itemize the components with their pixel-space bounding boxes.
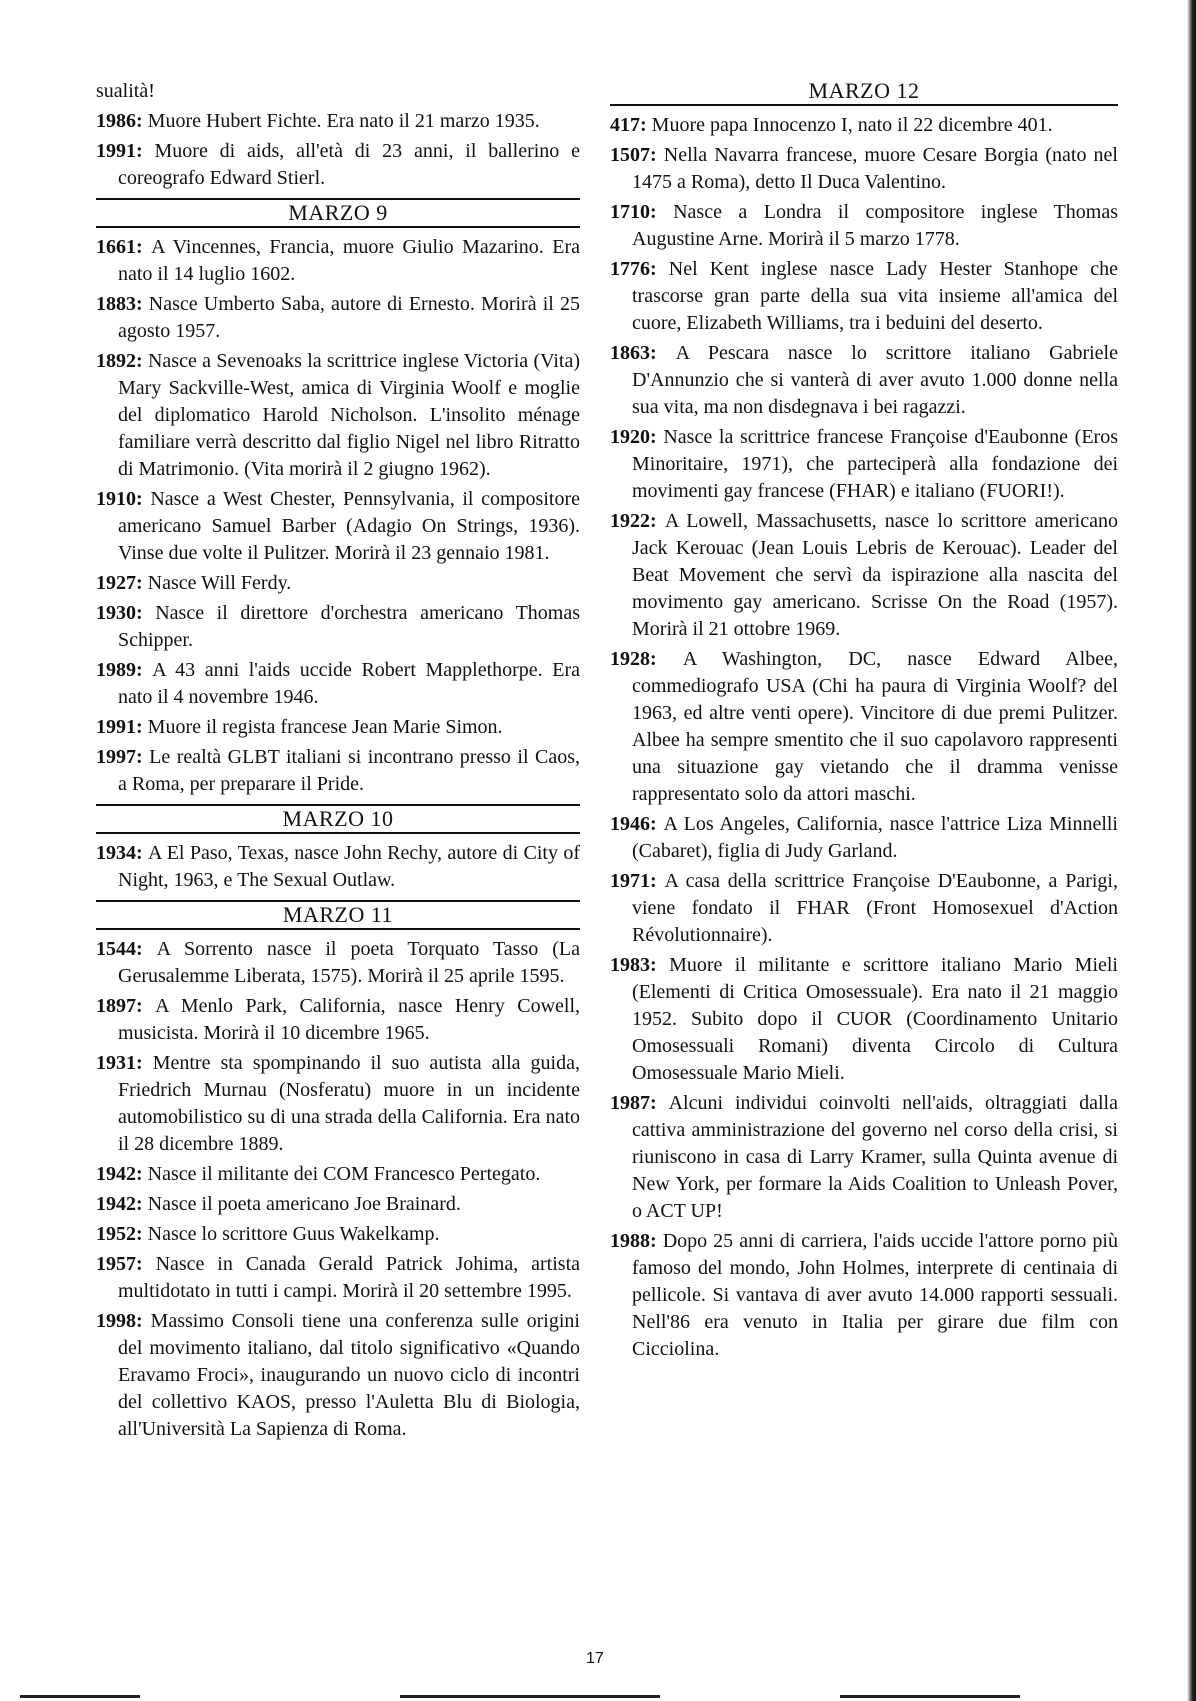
section-heading: MARZO 9 — [96, 198, 580, 228]
entry-year: 1776 — [610, 258, 650, 280]
list-item: 1928: A Washington, DC, nasce Edward Albee, commediografo USA (Chi ha paura di Virginia Woolf? del 1963, ed altre venti opere). Vincitore di due premi Pulitzer. Albee ha sempre smentito che il suo capolavoro rappresenti una situazione gay vietando che il dramma venisse rappresentato solo da attori maschi. — [610, 648, 1118, 805]
entry-year: 1983 — [610, 954, 650, 976]
entry-year: 1987 — [610, 1092, 650, 1114]
entry-year: 1710 — [610, 201, 650, 223]
entry-year: 1930 — [96, 602, 136, 624]
list-item: 1920: Nasce la scrittrice francese Françoise d'Eaubonne (Eros Minoritaire, 1971), che parteciperà alla fondazione dei movimenti gay francese (FHAR) e italiano (FUORI!). — [610, 426, 1118, 502]
entry-year: 1934 — [96, 842, 136, 864]
entry-year: 1920 — [610, 426, 650, 448]
list-item: 1930: Nasce il direttore d'orchestra americano Thomas Schipper. — [96, 602, 580, 651]
entry-year: 1997 — [96, 746, 136, 768]
scan-streak — [840, 1695, 1020, 1698]
list-item: 1952: Nasce lo scrittore Guus Wakelkamp. — [96, 1223, 440, 1245]
scan-edge-shadow — [1187, 0, 1196, 1701]
entry-text: Muore papa Innocenzo I, nato il 22 dicembre 401. — [651, 114, 1053, 136]
entry-year: 1927 — [96, 572, 136, 594]
list-item: 1971: A casa della scrittrice Françoise D'Eaubonne, a Parigi, viene fondato il FHAR (Front Homosexuel d'Action Révolutionnaire). — [610, 870, 1118, 946]
entry-year: 1991 — [96, 716, 136, 738]
list-item: 1989: A 43 anni l'aids uccide Robert Mapplethorpe. Era nato il 4 novembre 1946. — [96, 659, 580, 708]
entry-text: Mentre sta spompinando il suo autista alla guida, Friedrich Murnau (Nosferatu) muore in un incidente automobilistico su di una strada della California. Era nato il 28 dicembre 1889. — [118, 1052, 580, 1155]
entry-text: Nasce a Londra il compositore inglese Thomas Augustine Arne. Morirà il 5 marzo 1778. — [632, 201, 1118, 250]
list-item: 1710: Nasce a Londra il compositore inglese Thomas Augustine Arne. Morirà il 5 marzo 1778. — [610, 201, 1118, 250]
page-number: 17 — [586, 1650, 604, 1667]
entry-text: A Los Angeles, California, nasce l'attrice Liza Minnelli (Cabaret), figlia di Judy Garland. — [632, 813, 1118, 862]
entry-text: A Washington, DC, nasce Edward Albee, commediografo USA (Chi ha paura di Virginia Woolf? del 1963, ed altre venti opere). Vincitore di due premi Pulitzer. Albee ha sempre smentito che il suo capolavoro rappresenti una situazione gay vietando che il dramma venisse rappresentato solo da attori maschi. — [632, 648, 1118, 805]
list-item: 1987: Alcuni individui coinvolti nell'aids, oltraggiati dalla cattiva amministrazione del governo nel corso della crisi, si riuniscono in casa di Larry Kramer, sulla Quinta avenue di New York, per formare la Aids Coalition to Unleash Pover, o ACT UP! — [610, 1092, 1118, 1222]
list-item: 1934: A El Paso, Texas, nasce John Rechy, autore di City of Night, 1963, e The Sexual Outlaw. — [96, 842, 580, 891]
entry-text: Nasce la scrittrice francese Françoise d'Eaubonne (Eros Minoritaire, 1971), che parteciperà alla fondazione dei movimenti gay francese (FHAR) e italiano (FUORI!). — [632, 426, 1118, 502]
entry-text: Muore di aids, all'età di 23 anni, il ballerino e coreografo Edward Stierl. — [118, 140, 581, 189]
list-item: 1942: Nasce il poeta americano Joe Brainard. — [96, 1193, 461, 1215]
entry-year: 1931 — [96, 1052, 136, 1074]
entry-text: Muore il militante e scrittore italiano Mario Mieli (Elementi di Critica Omosessuale). Era nato il 21 maggio 1952. Subito dopo il CUOR (Coordinamento Unitario Omosessuali Romani) diventa Circolo di Cultura Omosessuale Mario Mieli. — [632, 954, 1118, 1084]
entry-year: 1942 — [96, 1163, 136, 1185]
entry-text: Nella Navarra francese, muore Cesare Borgia (nato nel 1475 a Roma), detto Il Duca Valentino. — [632, 144, 1118, 193]
entry-year: 1661 — [96, 236, 136, 258]
entry-text: Nasce in Canada Gerald Patrick Johima, artista multidotato in tutti i campi. Morirà il 20 settembre 1995. — [118, 1253, 580, 1302]
entry-text: A Vincennes, Francia, muore Giulio Mazarino. Era nato il 14 luglio 1602. — [118, 236, 580, 285]
right-column — [610, 78, 1118, 1366]
list-item: 1544: A Sorrento nasce il poeta Torquato Tasso (La Gerusalemme Liberata, 1575). Morirà il 25 aprile 1595. — [96, 938, 580, 987]
entry-text: A Pescara nasce lo scrittore italiano Gabriele D'Annunzio che si vanterà di aver avuto 1.000 donne nella sua vita, ma non disdegnava i bei ragazzi. — [632, 342, 1118, 418]
continuation-text: sualità! — [96, 80, 155, 102]
section-heading: MARZO 12 — [610, 78, 1118, 106]
list-item: 1986: Muore Hubert Fichte. Era nato il 21 marzo 1935. — [96, 110, 540, 132]
entry-text: A Menlo Park, California, nasce Henry Cowell, musicista. Morirà il 10 dicembre 1965. — [118, 995, 580, 1044]
entry-text: A Lowell, Massachusetts, nasce lo scrittore americano Jack Kerouac (Jean Louis Lebris de Kerouac). Leader del Beat Movement che servì da ispirazione alla nascita del movimento gay americano. Scrisse On the Road (1957). Morirà il 21 ottobre 1969. — [632, 510, 1118, 640]
list-item: 1883: Nasce Umberto Saba, autore di Ernesto. Morirà il 25 agosto 1957. — [96, 293, 580, 342]
entry-text: Nasce Will Ferdy. — [147, 572, 292, 594]
entry-text: Le realtà GLBT italiani si incontrano presso il Caos, a Roma, per preparare il Pride. — [118, 746, 580, 795]
entry-year: 1863 — [610, 342, 650, 364]
left-column — [96, 78, 580, 1446]
section-heading: MARZO 11 — [96, 900, 580, 930]
list-item: 1988: Dopo 25 anni di carriera, l'aids uccide l'attore porno più famoso del mondo, John Holmes, interprete di centinaia di pellicole. Si vantava di aver avuto 14.000 rapporti sessuali. Nell'86 era venuto in Italia per girare due film con Cicciolina. — [610, 1230, 1118, 1360]
entry-year: 1952 — [96, 1223, 136, 1245]
list-item: 1991: Muore il regista francese Jean Marie Simon. — [96, 716, 503, 738]
entry-text: Nasce Umberto Saba, autore di Ernesto. Morirà il 25 agosto 1957. — [118, 293, 580, 342]
entry-text: Nasce il poeta americano Joe Brainard. — [147, 1193, 461, 1215]
entry-text: Muore Hubert Fichte. Era nato il 21 marzo 1935. — [147, 110, 540, 132]
list-item: 1997: Le realtà GLBT italiani si incontrano presso il Caos, a Roma, per preparare il Pride. — [96, 746, 580, 795]
entry-year: 1998 — [96, 1310, 136, 1332]
list-item: 1897: A Menlo Park, California, nasce Henry Cowell, musicista. Morirà il 10 dicembre 1965. — [96, 995, 580, 1044]
list-item: 1942: Nasce il militante dei COM Francesco Pertegato. — [96, 1163, 541, 1185]
list-item: 1661: A Vincennes, Francia, muore Giulio Mazarino. Era nato il 14 luglio 1602. — [96, 236, 580, 285]
list-item: 417: Muore papa Innocenzo I, nato il 22 dicembre 401. — [610, 114, 1053, 136]
list-item: 1991: Muore di aids, all'età di 23 anni, il ballerino e coreografo Edward Stierl. — [96, 140, 581, 189]
entry-text: A casa della scrittrice Françoise D'Eaubonne, a Parigi, viene fondato il FHAR (Front Homosexuel d'Action Révolutionnaire). — [632, 870, 1118, 946]
entry-text: Nel Kent inglese nasce Lady Hester Stanhope che trascorse gran parte della sua vita insieme all'amica del cuore, Elizabeth Williams, tra i beduini del deserto. — [632, 258, 1118, 334]
list-item: 1927: Nasce Will Ferdy. — [96, 572, 292, 594]
list-item: 1922: A Lowell, Massachusetts, nasce lo scrittore americano Jack Kerouac (Jean Louis Lebris de Kerouac). Leader del Beat Movement che servì da ispirazione alla nascita del movimento gay americano. Scrisse On the Road (1957). Morirà il 21 ottobre 1969. — [610, 510, 1118, 640]
entry-year: 1946 — [610, 813, 650, 835]
entry-year: 1957 — [96, 1253, 136, 1275]
list-item: 1507: Nella Navarra francese, muore Cesare Borgia (nato nel 1475 a Roma), detto Il Duca Valentino. — [610, 144, 1118, 193]
entry-text: Massimo Consoli tiene una conferenza sulle origini del movimento italiano, dal titolo significativo «Quando Eravamo Froci», inaugurando un nuovo ciclo di incontri del collettivo KAOS, presso l'Auletta Blu di Biologia, all'Università La Sapienza di Roma. — [118, 1310, 580, 1440]
list-item: 1957: Nasce in Canada Gerald Patrick Johima, artista multidotato in tutti i campi. Morirà il 20 settembre 1995. — [96, 1253, 580, 1302]
scan-bottom-artifacts — [0, 1687, 1196, 1701]
entry-year: 1988 — [610, 1230, 650, 1252]
entry-text: Nasce il militante dei COM Francesco Pertegato. — [147, 1163, 541, 1185]
list-item: 1998: Massimo Consoli tiene una conferenza sulle origini del movimento italiano, dal titolo significativo «Quando Eravamo Froci», inaugurando un nuovo ciclo di incontri del collettivo KAOS, presso l'Auletta Blu di Biologia, all'Università La Sapienza di Roma. — [96, 1310, 580, 1440]
entry-text: Nasce a West Chester, Pennsylvania, il compositore americano Samuel Barber (Adagio On Strings, 1936). Vinse due volte il Pulitzer. Morirà il 23 gennaio 1981. — [118, 488, 580, 564]
entry-text: Dopo 25 anni di carriera, l'aids uccide l'attore porno più famoso del mondo, John Holmes, interprete di centinaia di pellicole. Si vantava di aver avuto 14.000 rapporti sessuali. Nell'86 era venuto in Italia per girare due film con Cicciolina. — [632, 1230, 1118, 1360]
list-item: 1892: Nasce a Sevenoaks la scrittrice inglese Victoria (Vita) Mary Sackville-West, amica di Virginia Woolf e moglie del diplomatico Harold Nicholson. L'insolito ménage familiare verrà descritto dal figlio Nigel nel libro Ritratto di Matrimonio. (Vita morirà il 2 giugno 1962). — [96, 350, 580, 480]
entry-year: 1922 — [610, 510, 650, 532]
entry-text: Muore il regista francese Jean Marie Simon. — [147, 716, 503, 738]
entry-year: 1883 — [96, 293, 136, 315]
scan-streak — [400, 1695, 660, 1698]
list-item: 1776: Nel Kent inglese nasce Lady Hester Stanhope che trascorse gran parte della sua vita insieme all'amica del cuore, Elizabeth Williams, tra i beduini del deserto. — [610, 258, 1118, 334]
list-item: 1931: Mentre sta spompinando il suo autista alla guida, Friedrich Murnau (Nosferatu) muore in un incidente automobilistico su di una strada della California. Era nato il 28 dicembre 1889. — [96, 1052, 580, 1155]
entry-year: 1942 — [96, 1193, 136, 1215]
entry-text: A 43 anni l'aids uccide Robert Mapplethorpe. Era nato il 4 novembre 1946. — [118, 659, 580, 708]
entry-year: 1897 — [96, 995, 136, 1017]
entry-year: 1507 — [610, 144, 650, 166]
list-item: 1863: A Pescara nasce lo scrittore italiano Gabriele D'Annunzio che si vanterà di aver avuto 1.000 donne nella sua vita, ma non disdegnava i bei ragazzi. — [610, 342, 1118, 418]
entry-text: Nasce il direttore d'orchestra americano Thomas Schipper. — [118, 602, 580, 651]
entry-text: A Sorrento nasce il poeta Torquato Tasso (La Gerusalemme Liberata, 1575). Morirà il 25 aprile 1595. — [118, 938, 580, 987]
entry-year: 1544 — [96, 938, 136, 960]
entry-year: 417 — [610, 114, 640, 136]
entry-text: A El Paso, Texas, nasce John Rechy, autore di City of Night, 1963, e The Sexual Outlaw. — [118, 842, 580, 891]
scan-streak — [20, 1695, 140, 1698]
list-item: 1946: A Los Angeles, California, nasce l'attrice Liza Minnelli (Cabaret), figlia di Judy Garland. — [610, 813, 1118, 862]
list-item: 1983: Muore il militante e scrittore italiano Mario Mieli (Elementi di Critica Omosessuale). Era nato il 21 maggio 1952. Subito dopo il CUOR (Coordinamento Unitario Omosessuali Romani) diventa Circolo di Cultura Omosessuale Mario Mieli. — [610, 954, 1118, 1084]
entry-text: Nasce a Sevenoaks la scrittrice inglese Victoria (Vita) Mary Sackville-West, amica di Virginia Woolf e moglie del diplomatico Harold Nicholson. L'insolito ménage familiare verrà descritto dal figlio Nigel nel libro Ritratto di Matrimonio. (Vita morirà il 2 giugno 1962). — [118, 350, 580, 480]
entry-year: 1971 — [610, 870, 650, 892]
entry-year: 1986 — [96, 110, 136, 132]
entry-year: 1910 — [96, 488, 136, 510]
entry-text: Nasce lo scrittore Guus Wakelkamp. — [147, 1223, 440, 1245]
entry-year: 1989 — [96, 659, 136, 681]
entry-text: Alcuni individui coinvolti nell'aids, oltraggiati dalla cattiva amministrazione del governo nel corso della crisi, si riuniscono in casa di Larry Kramer, sulla Quinta avenue di New York, per formare la Aids Coalition to Unleash Pover, o ACT UP! — [632, 1092, 1118, 1222]
section-heading: MARZO 10 — [96, 804, 580, 834]
entry-year: 1928 — [610, 648, 650, 670]
entry-year: 1892 — [96, 350, 136, 372]
entry-year: 1991 — [96, 140, 136, 162]
list-item: 1910: Nasce a West Chester, Pennsylvania, il compositore americano Samuel Barber (Adagio On Strings, 1936). Vinse due volte il Pulitzer. Morirà il 23 gennaio 1981. — [96, 488, 580, 564]
